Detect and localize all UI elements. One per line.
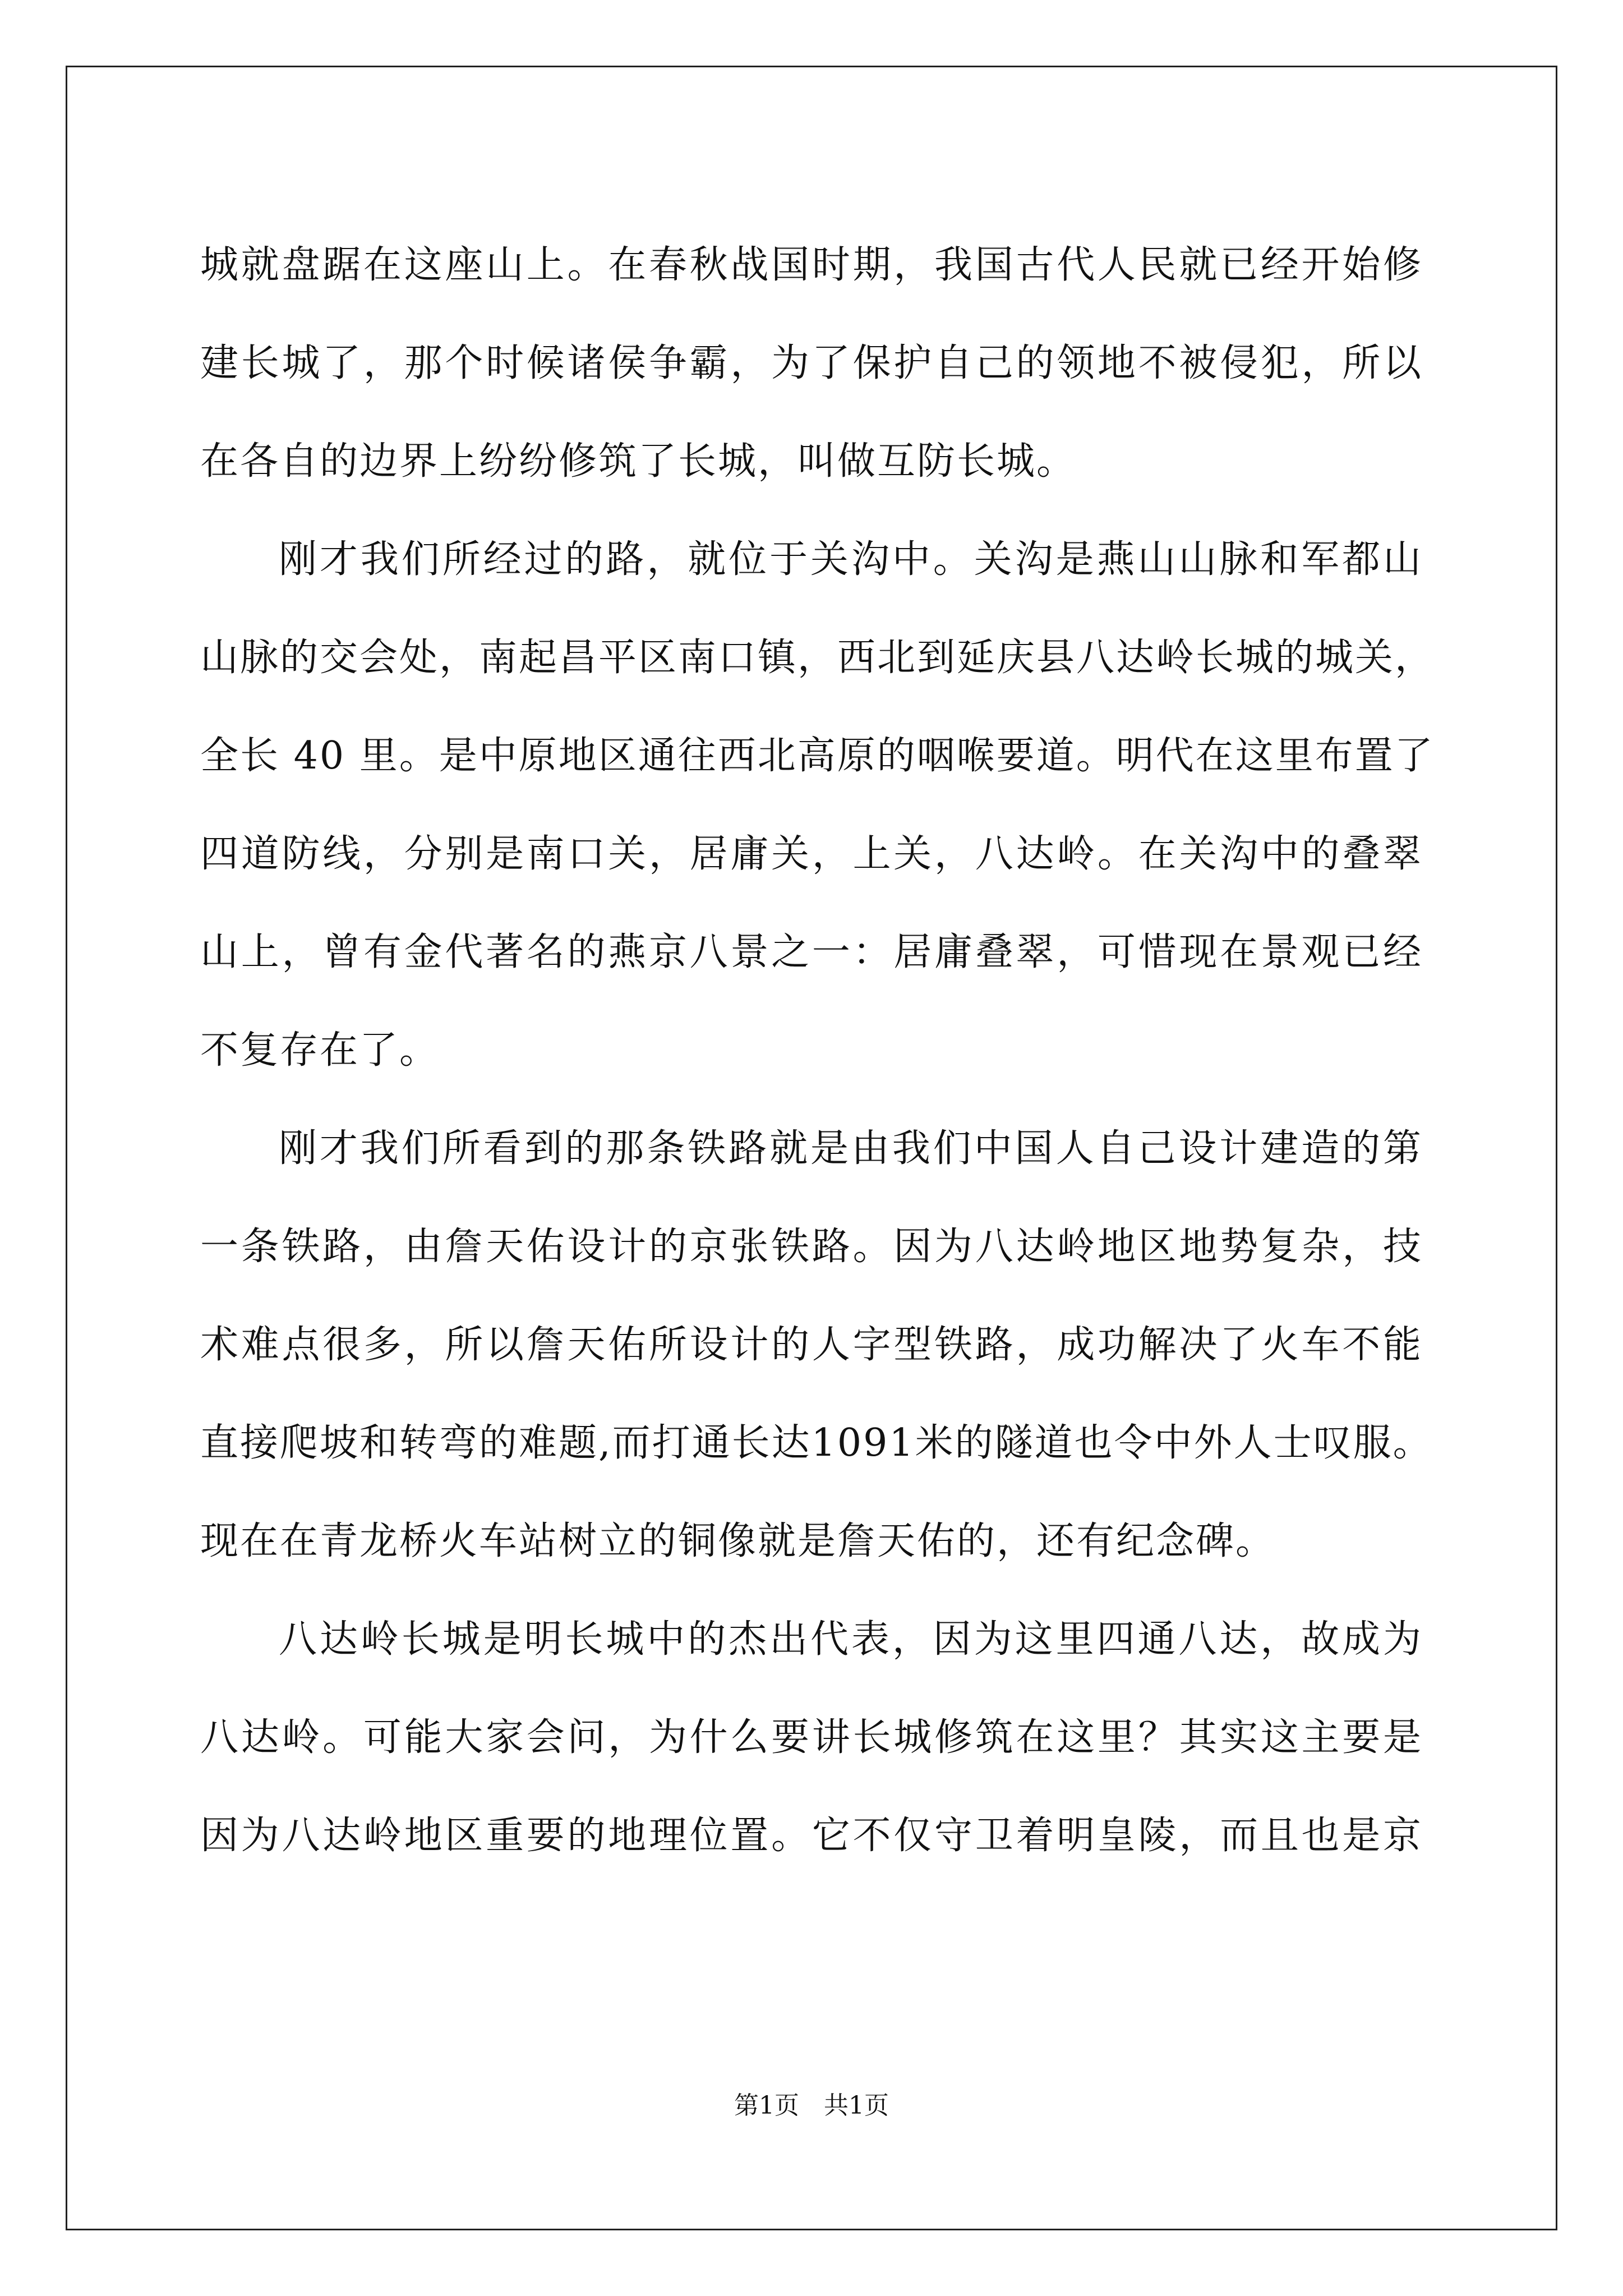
text-line: 直接爬坡和转弯的难题,而打通长达1091米的隧道也令中外人士叹服。	[200, 1421, 1433, 1465]
text-line: 术难点很多，所以詹天佑所设计的人字型铁路，成功解决了火车不能	[200, 1323, 1423, 1367]
paragraph-3	[200, 1099, 1433, 1590]
text-line: 八达岭。可能大家会问，为什么要讲长城修筑在这里？其实这主要是	[200, 1715, 1423, 1760]
text-line: 在各自的边界上纷纷修筑了长城，叫做互防长城。	[200, 439, 1077, 484]
text-line: 八达岭长城是明长城中的杰出代表，因为这里四通八达，故成为	[279, 1617, 1423, 1662]
text-line: 现在在青龙桥火车站树立的铜像就是詹天佑的，还有纪念碑。	[200, 1519, 1276, 1563]
paragraph-1	[200, 216, 1423, 510]
paragraph-2	[200, 510, 1435, 1099]
text-line: 建长城了，那个时候诸侯争霸，为了保护自己的领地不被侵犯，所以	[200, 341, 1423, 385]
text-line: 刚才我们所经过的路，就位于关沟中。关沟是燕山山脉和军都山	[279, 537, 1423, 582]
text-line: 一条铁路，由詹天佑设计的京张铁路。因为八达岭地区地势复杂，技	[200, 1225, 1423, 1269]
text-line: 山脉的交会处，南起昌平区南口镇，西北到延庆县八达岭长城的城关，	[200, 636, 1435, 680]
document-body	[200, 216, 1435, 1885]
text-line: 城就盘踞在这座山上。在春秋战国时期，我国古代人民就已经开始修	[200, 243, 1423, 287]
text-line: 不复存在了。	[200, 1028, 440, 1073]
text-line: 四道防线，分别是南口关，居庸关，上关，八达岭。在关沟中的叠翠	[200, 832, 1423, 876]
text-line: 刚才我们所看到的那条铁路就是由我们中国人自己设计建造的第	[279, 1126, 1423, 1171]
text-line: 全长 40 里。是中原地区通往西北高原的咽喉要道。明代在这里布置了	[200, 734, 1435, 778]
text-line: 山上，曾有金代著名的燕京八景之一：居庸叠翠，可惜现在景观已经	[200, 930, 1423, 974]
page-number-footer: 第1页 共1页	[734, 2091, 889, 2120]
text-line: 因为八达岭地区重要的地理位置。它不仅守卫着明皇陵，而且也是京	[200, 1814, 1423, 1858]
paragraph-4	[200, 1590, 1423, 1885]
